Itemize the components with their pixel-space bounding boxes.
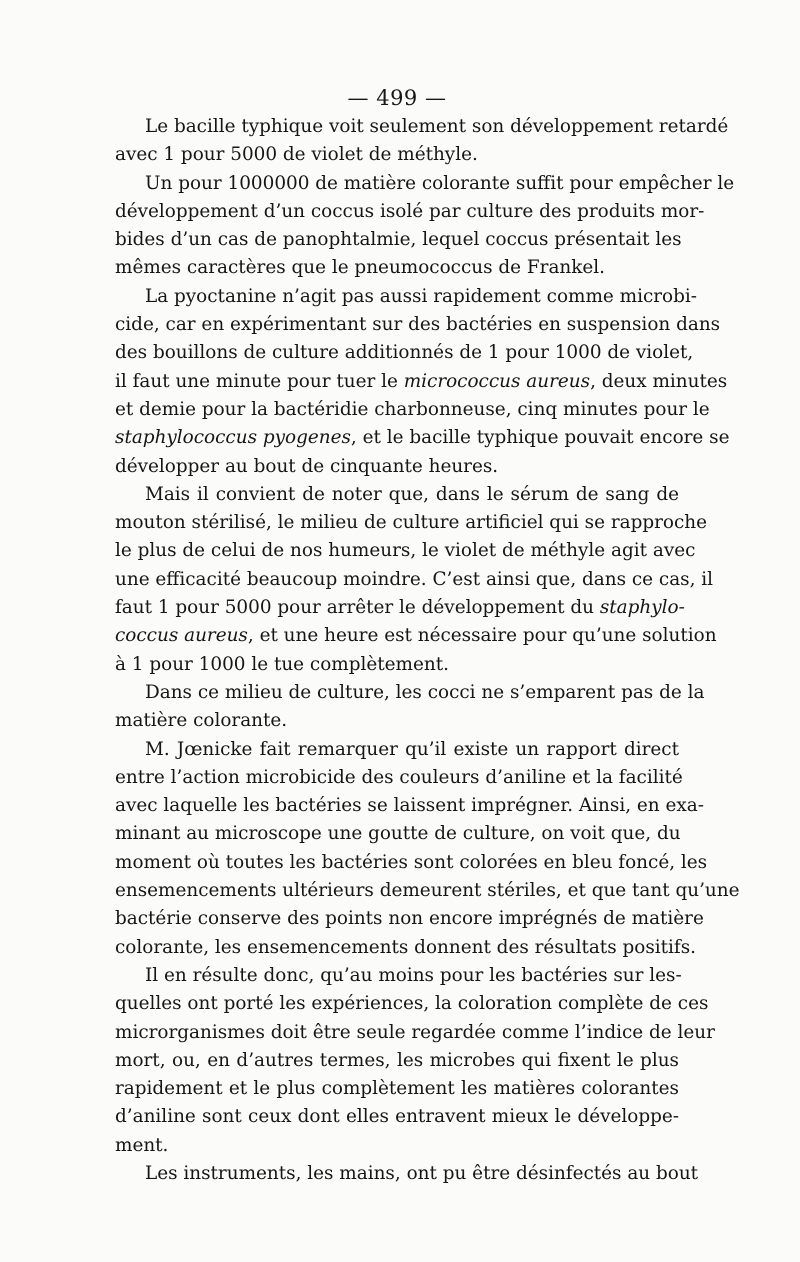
italic-term: coccus aureus [115,625,248,647]
text-line [115,170,735,198]
text-line [115,509,708,537]
text-line [115,736,679,764]
italic-term: staphylo- [599,597,685,619]
text-line [115,1019,715,1047]
text-line [115,651,679,679]
text-line [115,368,728,396]
text-run: et demie pour la bactéridie charbonneuse, cinq minutes pour le [115,398,710,420]
book-page [115,84,740,1188]
text-line [115,1103,679,1131]
text-line [115,934,697,962]
text-run: mort, ou, en d’autres termes, les microbes qui fixent le plus [115,1049,679,1071]
text-line [115,622,717,650]
text-line [115,1132,679,1160]
text-run: Les instruments, les mains, ont pu être désinfectés au bout [145,1162,699,1184]
text-run: le plus de celui de nos humeurs, le violet de méthyle agit avec [115,540,696,562]
text-line [115,764,683,792]
text-line [115,283,697,311]
text-run: Un pour 1000000 de matière colorante suffit pour empêcher le [145,172,735,194]
text-run: Mais il convient de noter que, dans le sérum de sang de [145,483,679,505]
text-run: il faut une minute pour tuer le [115,370,404,392]
text-run: microrganismes doit être seule regardée comme l’indice de leur [115,1021,715,1043]
text-run: M. Jœnicke fait remarquer qu’il existe un rapport direct [145,738,679,760]
text-run: mouton stérilisé, le milieu de culture artificiel qui se rapproche [115,512,708,534]
text-line [115,396,710,424]
text-run: mêmes caractères que le pneumococcus de Frankel. [115,257,606,279]
text-run: , et le bacille typhique pouvait encore se [350,427,730,449]
text-run: avec laquelle les bactéries se laissent imprégner. Ainsi, en exa- [115,795,704,817]
text-line [115,453,679,481]
text-line [115,141,679,169]
text-run: avec 1 pour 5000 de violet de méthyle. [115,144,478,166]
text-line [115,962,682,990]
italic-term: micrococcus aureus [403,370,591,392]
text-line [115,254,679,282]
text-run: cide, car en expérimentant sur des bactéries en suspension dans [115,314,721,336]
text-run: bides d’un cas de panophtalmie, lequel coccus présentait les [115,229,682,251]
text-line [115,877,740,905]
text-line [115,1160,699,1188]
text-line [115,481,679,509]
text-run: à 1 pour 1000 le tue complètement. [115,653,449,675]
text-run: Le bacille typhique voit seulement son développement retardé [145,116,729,137]
text-line [115,339,694,367]
text-line [115,226,682,254]
text-run: quelles ont porté les expériences, la coloration complète de ces [115,993,709,1015]
text-run: ment. [115,1134,169,1156]
text-line [115,820,679,848]
page-number: — 499 — [347,86,447,110]
text-line [115,679,705,707]
text-run: minant au microscope une goutte de culture, on voit que, du [115,823,681,845]
italic-term: staphylococcus pyogenes [115,427,351,449]
text-line [115,792,704,820]
text-run: d’aniline sont ceux dont elles entravent mieux le développe- [115,1106,679,1128]
text-run: Dans ce milieu de culture, les cocci ne s’emparent pas de la [145,681,705,703]
text-run: La pyoctanine n’agit pas aussi rapidement comme microbi- [145,285,697,307]
text-run: Il en résulte donc, qu’au moins pour les bactéries sur les- [145,964,682,986]
text-line [115,424,730,452]
text-run: matière colorante. [115,710,288,732]
text-run: , deux minutes [590,370,728,392]
text-run: ensemencements ultérieurs demeurent stériles, et que tant qu’une [115,880,740,902]
text-run: entre l’action microbicide des couleurs d’aniline et la facilité [115,766,683,788]
body-text [115,113,740,1188]
text-line [115,707,679,735]
text-line [115,198,705,226]
text-run: développement d’un coccus isolé par culture des produits mor- [115,200,705,222]
text-line [115,1047,679,1075]
text-run: une efficacité beaucoup moindre. C’est ainsi que, dans ce cas, il [115,568,714,590]
text-line [115,566,714,594]
text-line [115,594,685,622]
text-run: développer au bout de cinquante heures. [115,455,499,477]
text-run: bactérie conserve des points non encore imprégnés de matière [115,908,704,930]
text-line [115,311,721,339]
text-run: rapidement et le plus complètement les matières colorantes [115,1078,679,1100]
text-run: faut 1 pour 5000 pour arrêter le développement du [115,597,600,619]
text-line [115,990,709,1018]
text-line [115,113,729,141]
text-run: colorante, les ensemencements donnent des résultats positifs. [115,936,697,958]
text-line [115,537,696,565]
text-line [115,1075,679,1103]
text-run: moment où toutes les bactéries sont colorées en bleu foncé, les [115,851,708,873]
text-line [115,849,708,877]
text-line [115,905,704,933]
text-run: , et une heure est nécessaire pour qu’une solution [247,625,717,647]
text-run: des bouillons de culture additionnés de 1 pour 1000 de violet, [115,342,694,364]
